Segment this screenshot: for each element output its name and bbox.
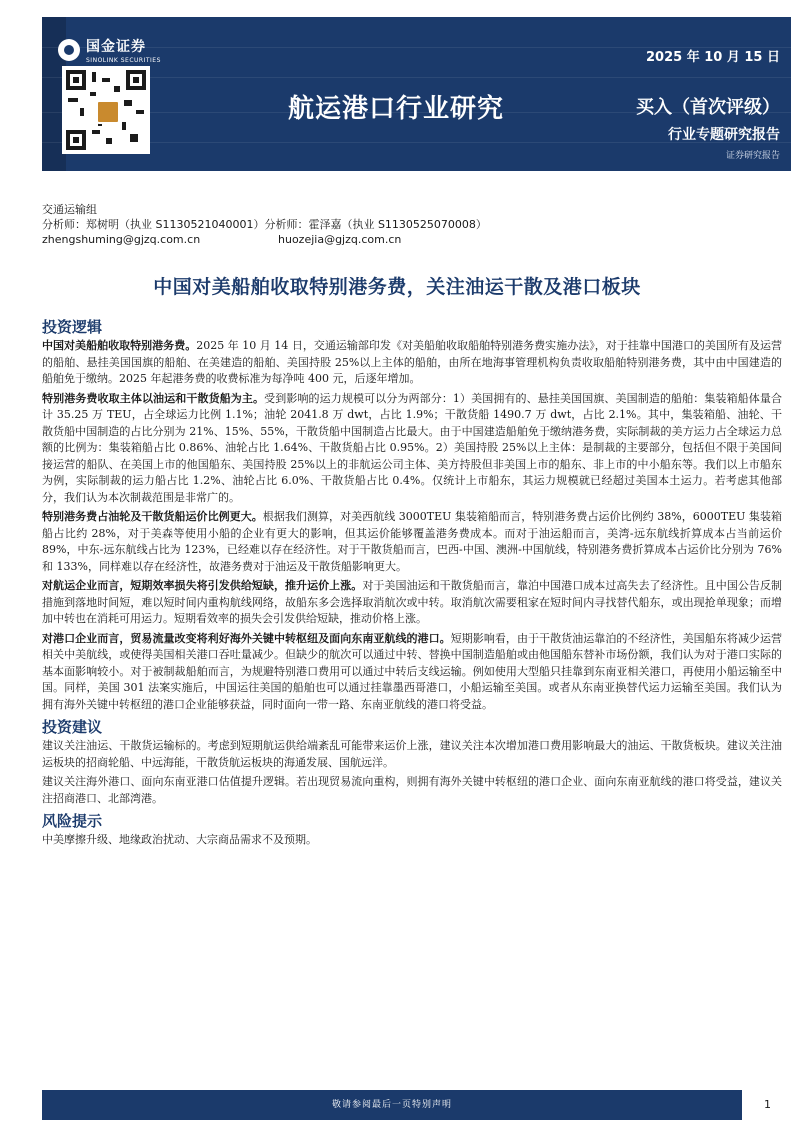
report-title: 中国对美船舶收取特别港务费，关注油运干散及港口板块 bbox=[153, 276, 641, 298]
paragraph bbox=[42, 338, 782, 388]
industry-title: 航运港口行业研究 bbox=[288, 94, 505, 124]
analyst-email[interactable]: huozejia@gjzq.com.cn bbox=[278, 233, 402, 246]
paragraph-body: 短期影响看，由于干散货油运靠泊的不经济性，美国船东将减少运营相关中美航线，或使得美国相关港口吞吐量减少。但缺少的航次可以通过中转、替换中国制造船舶或由他国船东替补市场份额，我们认为对于港口实际的基本面影响较小。对于被制裁船舶而言，为规避特别港口费用可以通过中转后支线运输。例如使用大型船只挂靠到东南亚相关港口，再使用小船运输至中国。同样，美国 301 法案实施后，中国运往美国的船舶也可以通过挂靠墨西哥港口，小船运输至美国。或者从东南亚换替代运力运输至美国。我们认为拥有海外关键中转枢纽的港口企业能够获益，同时面向一带一路、东南亚航线的港口将受益。 bbox=[42, 631, 783, 711]
paragraph-lead: 特别港务费收取主体以油运和干散货船为主。 bbox=[42, 391, 265, 405]
analyst-line: 分析师：郑树明（执业 S1130521040001）分析师：霍泽嘉（执业 S1130525070008） bbox=[42, 218, 487, 231]
footer-notice: 敬请参阅最后一页特别声明 bbox=[42, 1090, 742, 1120]
analyst-block bbox=[42, 202, 487, 247]
section-heading-logic: 投资逻辑 bbox=[42, 318, 103, 336]
paragraph-lead: 中国对美船舶收取特别港务费。 bbox=[42, 339, 197, 352]
analyst-email[interactable]: zhengshuming@gjzq.com.cn bbox=[42, 233, 201, 246]
paragraph bbox=[42, 578, 782, 628]
paragraph bbox=[42, 631, 782, 714]
paragraph bbox=[42, 509, 782, 575]
report-type: 行业专题研究报告 bbox=[668, 127, 780, 143]
banner-decor-line bbox=[42, 77, 791, 78]
report-date: 2025 年 10 月 15 日 bbox=[646, 50, 780, 65]
paragraph-body: 对于美国油运和干散货船而言，靠泊中国港口成本过高失去了经济性。且中国公告反制措施到落地时间短，难以短时间内重构航线网络，故船东多会选择取消航次或中转。取消航次需要租家在短时间内寻找替代船东，或出现抢单现象；而增加中转也在消耗可用运力。短期看效率的损失会引发供给短缺，推动价格上涨。 bbox=[42, 579, 783, 625]
paragraph: 中美摩擦升级、地缘政治扰动、大宗商品需求不及预期。 bbox=[42, 833, 317, 846]
research-group: 交通运输组 bbox=[42, 203, 97, 216]
logo-mark-icon bbox=[58, 39, 80, 61]
page-number: 1 bbox=[764, 1098, 771, 1111]
paragraph: 建议关注油运、干散货运输标的。考虑到短期航运供给端紊乱可能带来运价上涨，建议关注本次增加港口费用影响最大的油运、干散货板块。建议关注油运板块的招商轮船、中远海能，干散货航运板块的海通发展、国航远洋。 bbox=[42, 739, 782, 769]
report-body bbox=[42, 316, 782, 852]
section-heading-advice: 投资建议 bbox=[42, 718, 103, 736]
paragraph-body: 根据我们测算，对美西航线 3000TEU 集装箱船而言，特别港务费占运价比例约 38%，6000TEU 集装箱船占比约 28%，对于美森等使用小船的企业有更大的影响，但其运价能够覆盖港务费成本。而对于油运船而言，美湾-远东航线折算成本占当前运价 89%，中东-远东航线占比为 123%，已经难以存在经济性。对于干散货船而言，巴西-中国、澳洲-中国航线，特别港务费折算成本占运价比分别为 76%和 133%，同样难以存在经济性，故港务费对于油运及干散货船影响更大。 bbox=[42, 510, 782, 573]
paragraph-body: 2025 年 10 月 14 日，交通运输部印发《对美船舶收取船舶特别港务费实施办法》，对于挂靠中国港口的美国所有及运营的船舶、悬挂美国国旗的船舶、在美建造的船舶、美国持股 25%以上主体的船舶，由所在地海事管理机构负责收取船舶特别港务费，其中由中国建造的船舶免于缴纳。2025 年起港务费的收费标准为每净吨 400 元，后逐年增加。 bbox=[42, 339, 783, 385]
qr-center-logo-icon bbox=[96, 100, 120, 124]
paragraph-lead: 特别港务费占油轮及干散货船运价比例更大。 bbox=[42, 510, 263, 523]
logo-name-cn: 国金证券 bbox=[86, 39, 146, 55]
company-logo bbox=[58, 36, 161, 64]
report-subtitle: 证券研究报告 bbox=[725, 151, 780, 161]
logo-name-en: SINOLINK SECURITIES bbox=[86, 57, 161, 64]
paragraph-lead: 对航运企业而言，短期效率损失将引发供给短缺，推升运价上涨。 bbox=[42, 579, 363, 592]
rating: 买入（首次评级） bbox=[636, 97, 780, 118]
paragraph bbox=[42, 391, 782, 507]
paragraph-body: 受到影响的运力规模可以分为两部分：1）美国拥有的、悬挂美国国旗、美国制造的船舶：集装箱船体量合计 35.25 万 TEU，占全球运力比例 1.1%；油轮 2041.8 万 dwt，占比 1.9%；干散货船 1490.7 万 dwt，占比 2.1%。其中，集装箱船、油轮、干散货船中国制造的占比分别为 21%、15%、55%，干散货船中国制造占比最大。由于中国建造船舶免于缴纳港务费，实际制裁的美方运力占全球运力总额的比例为：集装箱船占比 0.86%、油轮占比 1.64%、干散货船占比 0.95%。2）美国持股 25%以上主体：是制裁的主要部分，包括但不限于美国间接运营的船队、在美国上市的他国船东、美国持股 25%以上的非航运公司主体、美方持股但非美国上市的船东、非上市的中小船东等。我们以上市船东为例，实际制裁的运力船占比 1.2%、油轮占比 6.0%、干散货船占比 0.4%。仅统计上市船东，其运力规模就已经超过美国本土运力。若考虑其他部分，我们认为本次制裁范围是非常广的。 bbox=[42, 391, 782, 504]
paragraph-lead: 对港口企业而言，贸易流量改变将利好海外关键中转枢纽及面向东南亚航线的港口。 bbox=[42, 631, 451, 645]
qr-code-icon bbox=[62, 66, 150, 154]
section-heading-risk: 风险提示 bbox=[42, 812, 103, 830]
paragraph: 建议关注海外港口、面向东南亚港口估值提升逻辑。若出现贸易流向重构，则拥有海外关键中转枢纽的港口企业、面向东南亚航线的港口将受益，建议关注招商港口、北部湾港。 bbox=[42, 775, 782, 805]
